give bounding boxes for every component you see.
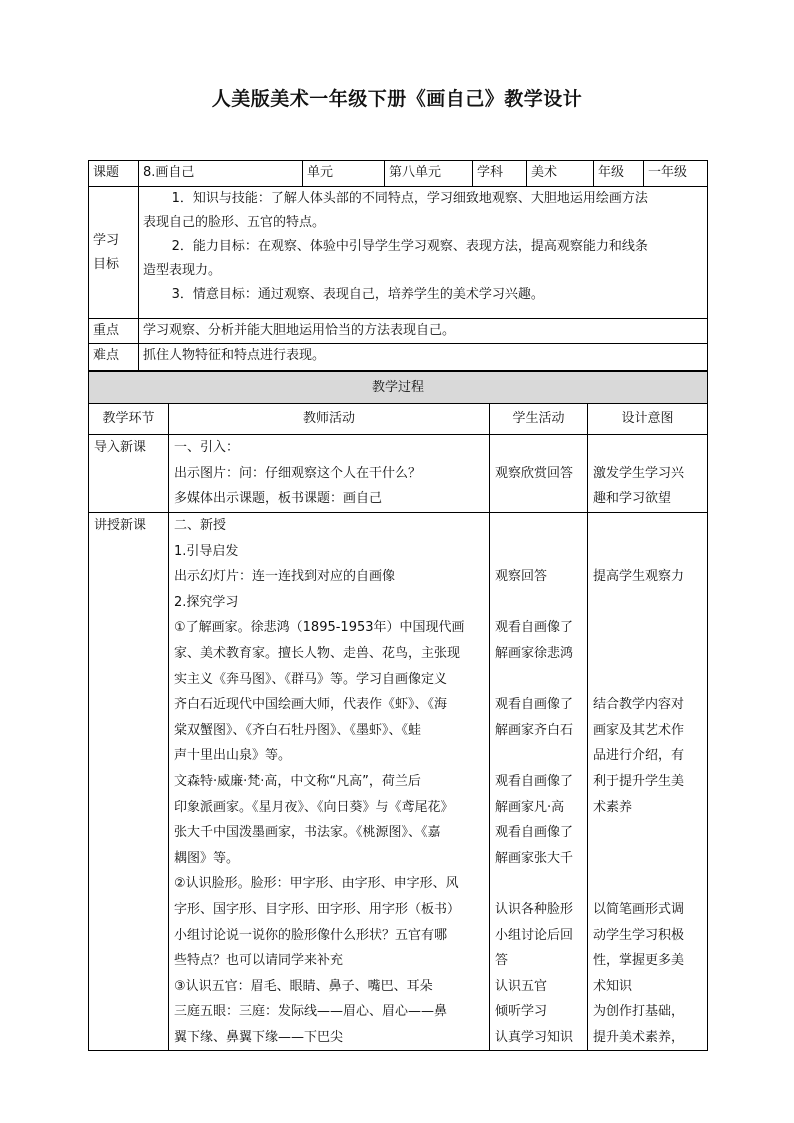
teach-student-line: 倾听学习 (495, 1004, 548, 1020)
intro-student-text: 观察欣赏回答 (495, 465, 574, 481)
teach-intent-line: 结合教学内容对 (593, 697, 685, 713)
intro-teacher-line: 多媒体出示课题，板书课题：画自己 (174, 491, 383, 507)
teach-student (490, 513, 588, 1051)
teach-student-line: 观看自画像了 (495, 825, 574, 841)
teach-intent-line: 画家及其艺术作 (593, 722, 685, 738)
teach-teacher-line: 印象派画家。《星月夜》、《向日葵》与《鸢尾花》 (174, 799, 454, 815)
intro-teacher-line: 一、引入： (174, 440, 240, 455)
teach-intent-line: 利于提升学生美 (593, 773, 685, 789)
teach-teacher-line: 棠双蟹图》、《齐白石牡丹图》、《墨虾》、《蛙 (174, 722, 422, 738)
teach-teacher-line: 文森特·威廉·梵·高，中文称“凡高”，荷兰后 (174, 773, 421, 789)
header-student: 学生活动 (490, 404, 588, 435)
document-title: 人美版美术一年级下册《画自己》教学设计 (211, 88, 583, 110)
goal-1-line-2: 表现自己的脸形、五官的特点。 (143, 215, 326, 230)
goals-label (89, 187, 139, 319)
unit-label: 单元 (303, 161, 385, 187)
teach-intent-line: 动学生学习积极 (593, 927, 685, 943)
teach-student-line: 认识各种脸形 (495, 901, 574, 917)
goal-2-line-1: 2．能力目标：在观察、体验中引导学生学习观察、表现方法，提高观察能力和线条 (171, 239, 648, 254)
teach-teacher-line: 2.探究学习 (174, 594, 239, 610)
teach-intent-line: 性，掌握更多美 (593, 953, 685, 969)
subject-value: 8.画自己 (139, 161, 303, 187)
teach-student-line: 观察回答 (495, 569, 548, 585)
teach-student-line: 小组讨论后回 (495, 927, 574, 943)
teach-intent-line: 提高学生观察力 (593, 569, 685, 585)
intro-intent (588, 435, 708, 513)
lesson-info-table (88, 160, 708, 371)
teach-student-line: 解画家凡·高 (495, 799, 565, 815)
teach-student-line: 认识五官 (495, 978, 548, 994)
teach-teacher-line: ②认识脸形。脸形：甲字形、由字形、申字形、风 (174, 876, 459, 892)
teach-teacher-line: 出示幻灯片：连一连找到对应的自画像 (174, 569, 396, 585)
grade-label: 年级 (594, 161, 644, 187)
teach-student-line: 观看自画像了 (495, 697, 574, 713)
teach-student-line: 认真学习知识 (495, 1029, 574, 1045)
difficulty-label: 难点 (89, 344, 139, 371)
header-stage: 教学环节 (89, 404, 169, 435)
key-point-label: 重点 (89, 319, 139, 344)
teach-student-line: 解画家徐悲鸿 (495, 645, 574, 661)
teach-stage: 讲授新课 (89, 513, 169, 1051)
teach-teacher-line: 家、美术教育家。擅长人物、走兽、花鸟，主张现 (174, 645, 461, 661)
teach-student-line: 观看自画像了 (495, 620, 574, 636)
goal-1-line-1: 1．知识与技能：了解人体头部的不同特点，学习细致地观察、大胆地运用绘画方法 (171, 191, 648, 206)
subject-label: 课题 (89, 161, 139, 187)
teach-teacher-line: 声十里出山泉》等。 (174, 748, 292, 764)
teach-teacher-line: 二、新授 (174, 518, 227, 533)
teach-intent-line: 为创作打基础， (593, 1004, 685, 1020)
teach-teacher-line: 些特点？也可以请同学来补充 (174, 953, 344, 969)
goal-3: 3．情意目标：通过观察、表现自己，培养学生的美术学习兴趣。 (171, 287, 544, 302)
intro-intent-line: 趣和学习欲望 (593, 491, 672, 507)
teach-intent-line: 提升美术素养， (593, 1029, 685, 1045)
intro-stage: 导入新课 (89, 435, 169, 513)
teach-teacher-line: ①了解画家。徐悲鸿（1895-1953年）中国现代画 (174, 620, 465, 636)
grade-value: 一年级 (644, 161, 708, 187)
goals-label-line-1: 学习 (93, 232, 120, 248)
intro-teacher (169, 435, 490, 513)
teach-teacher-line: 实主义《奔马图》、《群马》等。学习自画像定义 (174, 671, 448, 687)
teach-intent-line: 品进行介绍，有 (593, 748, 685, 764)
goals-label-line-2: 目标 (93, 256, 120, 272)
header-intent: 设计意图 (588, 404, 708, 435)
teach-teacher-line: 1.引导启发 (174, 543, 239, 559)
teach-teacher-line: ③认识五官：眉毛、眼睛、鼻子、嘴巴、耳朵 (174, 978, 433, 994)
teach-intent-line: 术素养 (593, 799, 633, 815)
teach-student-line: 解画家张大千 (495, 850, 574, 866)
teach-intent-line: 术知识 (593, 978, 633, 994)
teach-teacher-line: 字形、国字形、目字形、田字形、用字形（板书） (174, 901, 461, 917)
teach-teacher (169, 513, 490, 1051)
key-point-text: 学习观察、分析并能大胆地运用恰当的方法表现自己。 (139, 319, 708, 344)
teach-teacher-line: 三庭五眼：三庭：发际线——眉心、眉心——鼻 (174, 1004, 448, 1020)
teach-student-line: 解画家齐白石 (495, 722, 574, 738)
teach-teacher-line: 翼下缘、鼻翼下缘——下巴尖 (174, 1029, 344, 1045)
teach-student-line: 观看自画像了 (495, 773, 574, 789)
goal-2-line-2: 造型表现力。 (143, 263, 222, 278)
header-teacher: 教师活动 (169, 404, 490, 435)
discipline-label: 学科 (473, 161, 527, 187)
intro-intent-line: 激发学生学习兴 (593, 465, 685, 481)
teach-student-line: 答 (495, 953, 509, 969)
intro-student (490, 435, 588, 513)
discipline-value: 美术 (527, 161, 594, 187)
process-heading: 教学过程 (89, 372, 708, 404)
goals-content (139, 187, 708, 319)
teach-intent (588, 513, 708, 1051)
teach-teacher-line: 张大千中国泼墨画家，书法家。《桃源图》、《嘉 (174, 825, 441, 841)
intro-teacher-line: 出示图片：问：仔细观察这个人在干什么？ (174, 465, 422, 481)
difficulty-text: 抓住人物特征和特点进行表现。 (139, 344, 708, 371)
teaching-process-table (88, 371, 708, 1051)
teach-teacher-line: 齐白石近现代中国绘画大师，代表作《虾》、《海 (174, 697, 448, 713)
teach-intent-line: 以简笔画形式调 (593, 901, 685, 917)
unit-value: 第八单元 (385, 161, 473, 187)
teach-teacher-line: 耦图》等。 (174, 850, 240, 866)
teach-teacher-line: 小组讨论说一说你的脸形像什么形状？五官有哪 (174, 927, 448, 943)
